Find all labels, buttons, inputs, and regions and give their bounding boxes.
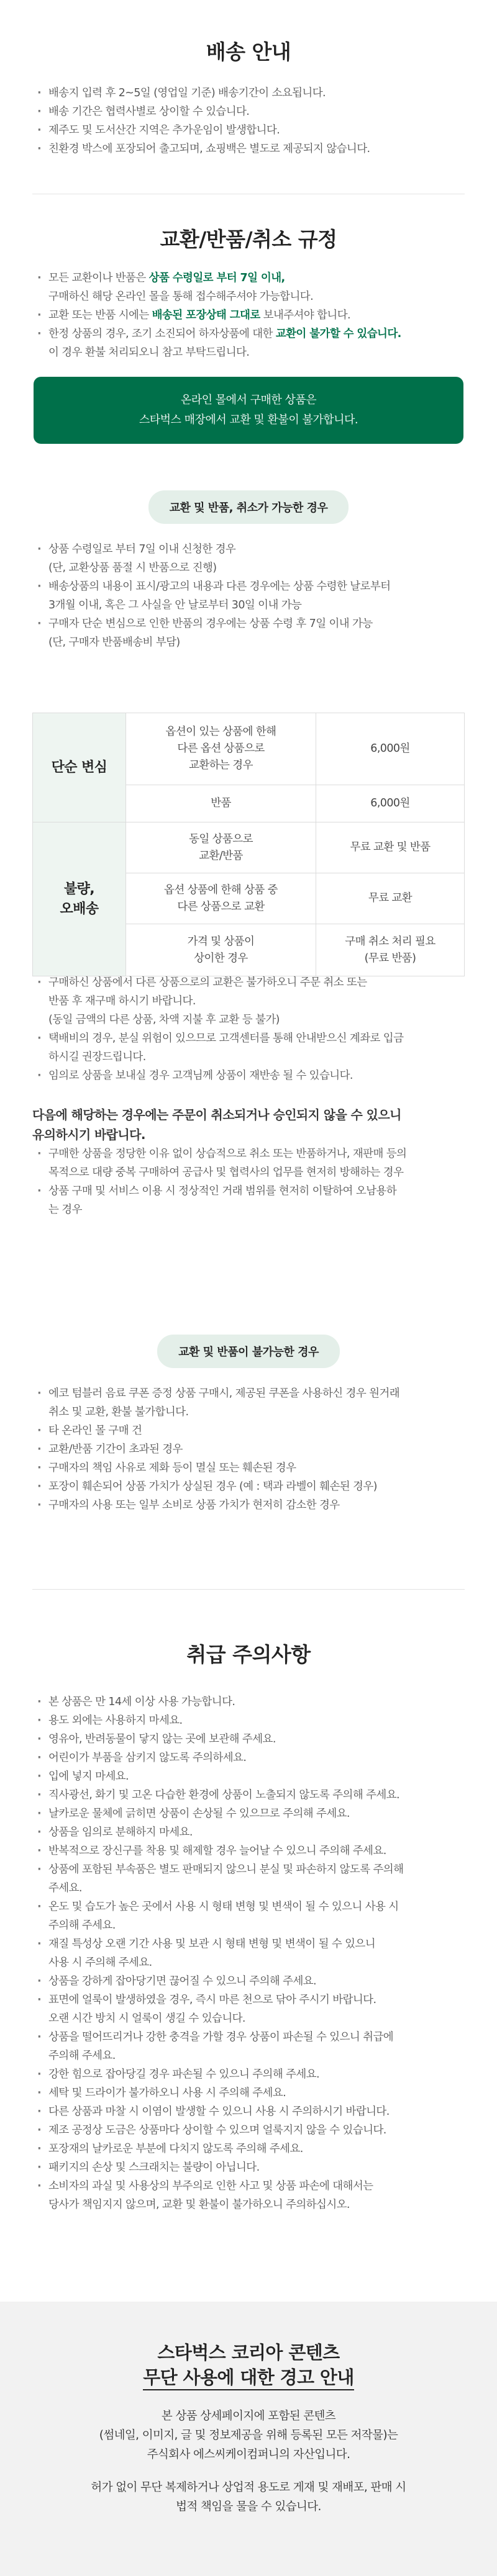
list-item: · 친환경 박스에 포장되어 출고되며, 쇼핑백은 별도로 제공되지 않습니다. [36, 140, 465, 158]
table-row [33, 822, 465, 873]
impossible-cases-pill: 교환 및 반품이 불가능한 경우 [157, 1335, 340, 1368]
list-item [36, 1693, 465, 1711]
shipping-title: 배송 안내 [206, 40, 291, 64]
case-cell: 동일 상품으로 교환/반품 [126, 822, 316, 873]
text-line: 3개월 이내, 혹은 그 사실을 안 날로부터 30일 이내 가능 [48, 599, 302, 611]
footer-title [0, 2340, 497, 2390]
text-line: (단, 교환상품 품절 시 반품으로 진행) [48, 562, 217, 574]
text-line: 당사가 책임지지 않으며, 교환 및 환불이 불가하오니 주의하십시오. [48, 2199, 350, 2211]
footer-paragraph-2 [0, 2478, 497, 2516]
fee-table [32, 713, 465, 976]
text-line: 구매하신 상품에서 다른 상품으로의 교환은 불가하오니 주문 취소 또는 [48, 976, 367, 989]
list-item: · 교환/반품 기간이 초과된 경우 [36, 1440, 465, 1459]
text-line: 사용 시 주의해 주세요. [48, 1957, 152, 1969]
text-line: 임의로 상품을 보내실 경우 고객님께 상품이 재반송 될 수 있습니다. [48, 1070, 353, 1082]
exchange-section [0, 223, 497, 444]
list-item [36, 2177, 465, 2214]
text-line: 다음에 해당하는 경우에는 주문이 취소되거나 승인되지 않을 수 있으니 [32, 1107, 401, 1122]
text-line: 반복적으로 장신구를 착용 및 해제할 경우 늘어날 수 있으니 주의해 주세요. [48, 1845, 386, 1857]
text-line: 주의해 주세요. [48, 1919, 116, 1932]
text-line: 상품을 임의로 분해하지 마세요. [48, 1826, 193, 1839]
text-line: 목적으로 대량 중복 구매하여 공급사 및 협력사의 업무를 현저히 방해하는 경우 [48, 1166, 404, 1179]
text-line: (단, 구매자 반품배송비 부담) [48, 636, 180, 649]
caution-list [32, 1693, 465, 2214]
caution-title: 취급 주의사항 [186, 1642, 311, 1667]
text-line: 재질 특성상 오랜 기간 사용 및 보관 시 형태 변형 및 변색이 될 수 있으니 [48, 1938, 376, 1950]
fee-cell: 무료 교환 및 반품 [316, 822, 465, 873]
list-item [36, 1898, 465, 1935]
text-line: 직사광선, 화기 및 고온 다습한 환경에 상품이 노출되지 않도록 주의해 주세요. [48, 1789, 400, 1801]
text-line: 허가 없이 무단 복제하거나 상업적 용도로 게재 및 재배포, 판매 시 [91, 2481, 406, 2494]
impossible-list [32, 1384, 465, 1515]
possible-cases-pill: 교환 및 반품, 취소가 가능한 경우 [148, 490, 349, 524]
case-cell: 반품 [126, 785, 316, 822]
possible-list [32, 540, 465, 652]
list-item: · 타 온라인 몰 구매 건 [36, 1421, 465, 1440]
text-line: 취소 및 교환, 환불 불가합니다. [48, 1406, 189, 1418]
footer-paragraph-1 [0, 2407, 497, 2464]
list-item [36, 1786, 465, 1804]
list-item [36, 615, 465, 652]
text-line: 상품 구매 및 서비스 이용 시 정상적인 거래 범위를 현저히 이탈하여 오남용하 [48, 1185, 397, 1197]
list-item [36, 2140, 465, 2158]
fee-cell: 구매 취소 처리 필요 (무료 반품) [316, 924, 465, 976]
text-line: 에코 텀블러 음료 쿠폰 증정 상품 구매시, 제공된 쿠폰을 사용하신 경우 원거래 [48, 1387, 400, 1400]
text-line: (동일 금액의 다른 상품, 차액 지불 후 교환 등 불가) [48, 1014, 280, 1026]
text-line: 모든 교환이나 반품은 [48, 272, 149, 284]
list-item [36, 2121, 465, 2140]
caution-section [0, 1639, 497, 2214]
text-line: 본 상품은 만 14세 이상 사용 가능합니다. [48, 1696, 235, 1708]
list-item [36, 1972, 465, 1991]
text-line: 용도 외에는 사용하지 마세요. [48, 1714, 183, 1727]
text-line: 구매한 상품을 정당한 이유 없이 상습적으로 취소 또는 반품하거나, 재판매 등의 [48, 1148, 407, 1160]
list-item: · 배송 기간은 협력사별로 상이할 수 있습니다. [36, 102, 465, 121]
copyright-warning-footer [0, 2302, 497, 2576]
text-line: 상품을 떨어뜨리거나 강한 충격을 가할 경우 상품이 파손될 수 있으니 취급에 [48, 2031, 394, 2043]
text-line: 교환 또는 반품 시에는 [48, 309, 152, 322]
post-table-section [0, 973, 497, 1219]
text-line: 구매하신 해당 온라인 몰을 통해 접수해주셔야 가능합니다. [48, 290, 314, 303]
list-item [36, 1823, 465, 1842]
fee-table-wrap [32, 713, 465, 976]
text-line: (썸네일, 이미지, 글 및 정보제공을 위해 등록된 모든 저작물)는 [99, 2429, 398, 2442]
text-line: 보내주셔야 합니다. [260, 309, 350, 322]
list-item [36, 1730, 465, 1749]
exchange-list [32, 269, 465, 362]
text-line: 주식회사 에스씨케이컴퍼니의 자산입니다. [147, 2448, 350, 2461]
list-item [36, 325, 465, 362]
case-cell: 옵션 상품에 한해 상품 중 다른 상품으로 교환 [126, 873, 316, 924]
list-item [36, 1711, 465, 1730]
highlight-text: 상품 수령일로 부터 7일 이내, [148, 272, 285, 284]
list-item: · 제주도 및 도서산간 지역은 추가운임이 발생합니다. [36, 121, 465, 140]
store-notice-box [34, 377, 463, 444]
table-row [33, 713, 465, 785]
text-line: 상품 수령일로 부터 7일 이내 신청한 경우 [48, 543, 236, 556]
list-item [36, 1066, 465, 1085]
list-item [36, 1804, 465, 1823]
text-line: 유의하시기 바랍니다. [32, 1127, 145, 1142]
list-item [36, 1749, 465, 1767]
text-line: 포장재의 날카로운 부분에 다치지 않도록 주의해 주세요. [48, 2143, 303, 2155]
category-cell: 단순 변심 [33, 713, 126, 822]
possible-section [0, 540, 497, 652]
impossible-pill-wrap [0, 1335, 497, 1368]
text-line: 온도 및 습도가 높은 곳에서 사용 시 형태 변형 및 변색이 될 수 있으니 사용 시 [48, 1901, 399, 1913]
text-line: 표면에 얼룩이 발생하였을 경우, 즉시 마른 천으로 닦아 주시기 바랍니다. [48, 1994, 376, 2006]
text-line: 스타벅스 코리아 콘텐츠 [157, 2342, 340, 2363]
list-item [36, 2084, 465, 2102]
text-line: 법적 책임을 물을 수 있습니다. [176, 2500, 321, 2513]
cancel-warning-lead [32, 1105, 465, 1145]
text-line: 이 경우 환불 처리되오니 참고 부탁드립니다. [48, 346, 250, 359]
list-item [36, 1860, 465, 1898]
text-line: 입에 넣지 마세요. [48, 1770, 129, 1783]
text-line: 주세요. [48, 1882, 82, 1894]
text-line: 온라인 몰에서 구매한 상품은 [180, 394, 317, 407]
highlight-text: 교환이 불가할 수 있습니다. [275, 328, 401, 340]
text-line: 날카로운 물체에 긁히면 상품이 손상될 수 있으므로 주의해 주세요. [48, 1808, 350, 1820]
list-item [36, 2028, 465, 2065]
list-item [36, 540, 465, 577]
text-line: 오랜 시간 방치 시 얼룩이 생길 수 있습니다. [48, 2012, 245, 2025]
list-item [36, 1029, 465, 1066]
text-line: 스타벅스 매장에서 교환 및 환불이 불가합니다. [139, 413, 358, 426]
fee-cell: 6,000원 [316, 713, 465, 785]
list-item [36, 1991, 465, 2028]
list-item [36, 2102, 465, 2121]
text-line: 소비자의 과실 및 사용상의 부주의로 인한 사고 및 상품 파손에 대해서는 [48, 2180, 373, 2192]
list-item [36, 1182, 465, 1219]
list-item [36, 306, 465, 325]
text-line: 배송상품의 내용이 표시/광고의 내용과 다른 경우에는 상품 수령한 날로부터 [48, 580, 391, 593]
list-item [36, 1842, 465, 1860]
text-line: 하시길 권장드립니다. [48, 1051, 146, 1063]
text-line: 무단 사용에 대한 경고 안내 [143, 2366, 354, 2390]
text-line: 구매자 단순 변심으로 인한 반품의 경우에는 상품 수령 후 7일 이내 가능 [48, 618, 373, 630]
list-item [36, 1767, 465, 1786]
list-item: · 포장이 훼손되어 상품 가치가 상실된 경우 (예 : 택과 라벨이 훼손된 경우) [36, 1477, 465, 1496]
list-item [36, 1145, 465, 1182]
text-line: 세탁 및 드라이가 불가하오니 사용 시 주의해 주세요. [48, 2087, 286, 2099]
case-cell: 가격 및 상품이 상이한 경우 [126, 924, 316, 976]
text-line: 다른 상품과 마찰 시 이염이 발생할 수 있으니 사용 시 주의하시기 바랍니다. [48, 2105, 390, 2118]
divider [32, 1589, 465, 1590]
text-line: 영유아, 반려동물이 닿지 않는 곳에 보관해 주세요. [48, 1733, 276, 1745]
post-table-list [32, 973, 465, 1085]
text-line: 한정 상품의 경우, 조기 소진되어 하자상품에 대한 [48, 328, 276, 340]
text-line: 주의해 주세요. [48, 2050, 116, 2062]
highlight-text: 배송된 포장상태 그대로 [152, 309, 260, 322]
fee-cell: 무료 교환 [316, 873, 465, 924]
list-item: · 구매자의 사용 또는 일부 소비로 상품 가치가 현저히 감소한 경우 [36, 1496, 465, 1515]
text-line: 는 경우 [48, 1204, 82, 1216]
list-item [36, 577, 465, 615]
list-item [36, 973, 465, 1029]
shipping-list [32, 84, 465, 158]
list-item [36, 269, 465, 306]
cancel-warning-list [32, 1145, 465, 1219]
text-line: 본 상품 상세페이지에 포함된 콘텐츠 [161, 2410, 336, 2423]
fee-cell: 6,000원 [316, 785, 465, 822]
case-cell: 옵션이 있는 상품에 한해 다른 옵션 상품으로 교환하는 경우 [126, 713, 316, 785]
shipping-section [0, 36, 497, 158]
text-line: 상품에 포함된 부속품은 별도 판매되지 않으니 분실 및 파손하지 않도록 주의해 [48, 1863, 404, 1876]
category-cell: 불량, 오배송 [33, 822, 126, 976]
text-line: 패키지의 손상 및 스크래치는 불량이 아닙니다. [48, 2161, 260, 2174]
list-item [36, 2158, 465, 2177]
text-line: 제조 공정상 도금은 상품마다 상이할 수 있으며 얼룩지지 않을 수 있습니다. [48, 2124, 386, 2137]
list-item: · 배송지 입력 후 2~5일 (영업일 기준) 배송기간이 소요됩니다. [36, 84, 465, 102]
list-item [36, 1384, 465, 1421]
list-item [36, 2065, 465, 2084]
text-line: 상품을 강하게 잡아당기면 끊어질 수 있으니 주의해 주세요. [48, 1975, 317, 1988]
impossible-section [0, 1384, 497, 1515]
list-item [36, 1935, 465, 1972]
exchange-title: 교환/반품/취소 규정 [160, 227, 337, 251]
possible-pill-wrap [0, 490, 497, 524]
text-line: 강한 힘으로 잡아당길 경우 파손될 수 있으니 주의해 주세요. [48, 2068, 319, 2081]
text-line: 반품 후 재구매 하시기 바랍니다. [48, 995, 196, 1007]
list-item: · 구매자의 책임 사유로 제화 등이 멸실 또는 훼손된 경우 [36, 1459, 465, 1477]
text-line: 어린이가 부품을 삼키지 않도록 주의하세요. [48, 1752, 247, 1764]
text-line: 택배비의 경우, 분실 위험이 있으므로 고객센터를 통해 안내받으신 계좌로 입금 [48, 1032, 404, 1045]
